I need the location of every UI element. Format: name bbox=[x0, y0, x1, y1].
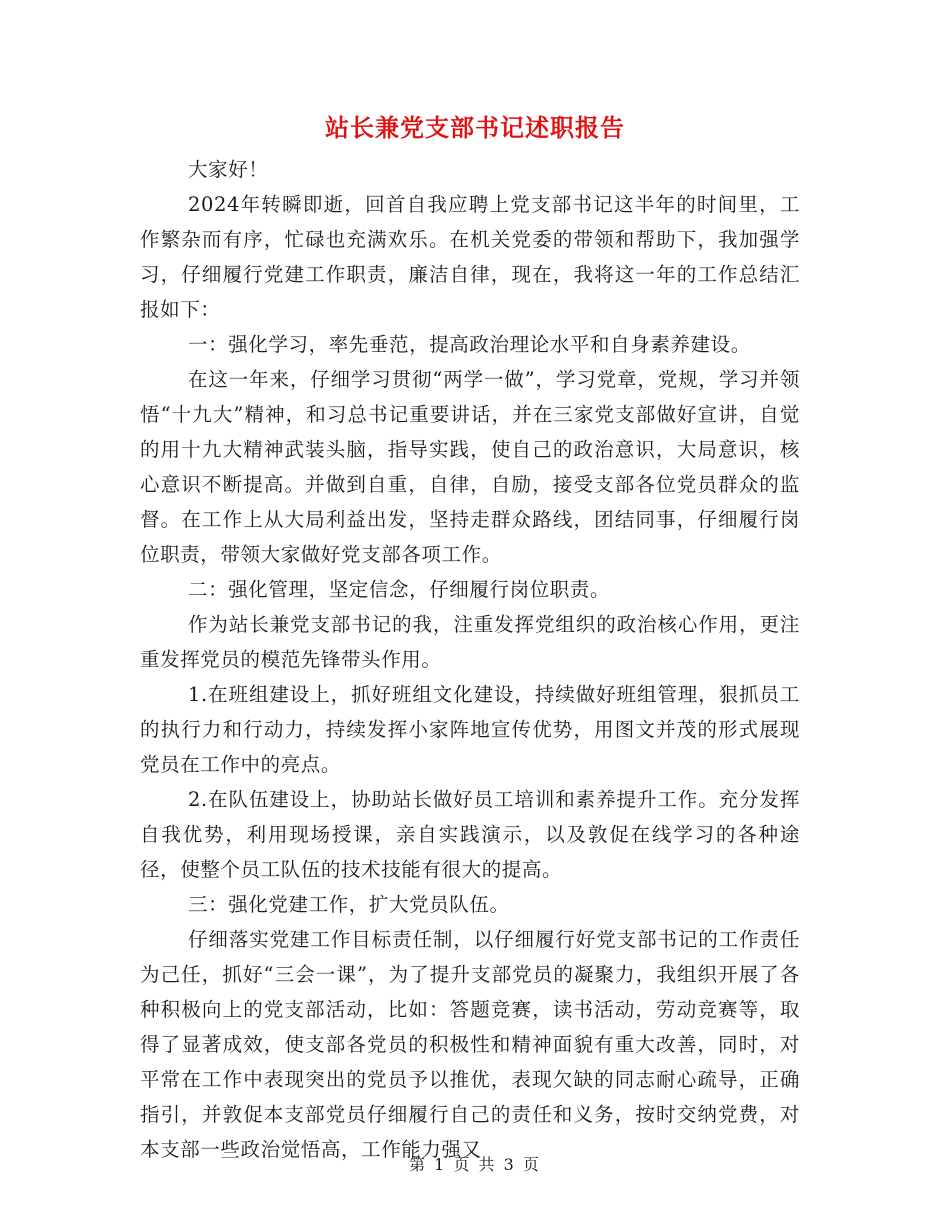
paragraph-staff-building: 2.在队伍建设上，协助站长做好员工培训和素养提升工作。充分发挥自我优势，利用现场授课，亲自实践演示，以及敦促在线学习的各种途径，使整个员工队伍的技术技能有很大的提高。 bbox=[140, 788, 800, 881]
paragraph-greeting: 大家好！ bbox=[188, 158, 269, 181]
paragraph-team-building: 1.在班组建设上，抓好班组文化建设，持续做好班组管理，狠抓员工的执行力和行动力，持续发挥小家阵地宣传优势，用图文并茂的形式展现党员在工作中的亮点。 bbox=[140, 683, 800, 776]
section-heading-1: 一：强化学习，率先垂范，提高政治理论水平和自身素养建设。 bbox=[188, 333, 751, 356]
document-body bbox=[140, 152, 800, 1167]
paragraph-intro: 2024年转瞬即逝，回首自我应聘上党支部书记这半年的时间里，工作繁杂而有序，忙碌也充满欢乐。在机关党委的带领和帮助下，我加强学习，仔细履行党建工作职责，廉洁自律，现在，我将这一年的工作总结汇报如下： bbox=[140, 193, 800, 321]
paragraph-party-building: 仔细落实党建工作目标责任制，以仔细履行好党支部书记的工作责任为己任，抓好“三会一课”，为了提升支部党员的凝聚力，我组织开展了各种积极向上的党支部活动，比如：答题竞赛，读书活动，劳动竞赛等，取得了显著成效，使支部各党员的积极性和精神面貌有重大改善，同时，对平常在工作中表现突出的党员予以推优，表现欠缺的同志耐心疏导，正确指引，并敦促本支部党员仔细履行自己的责任和义务，按时交纳党费，对本支部一些政治觉悟高，工作能力强又 bbox=[140, 928, 800, 1161]
section-heading-3: 三：强化党建工作，扩大党员队伍。 bbox=[188, 893, 510, 916]
section-heading-2: 二：强化管理，坚定信念，仔细履行岗位职责。 bbox=[188, 578, 611, 601]
page-indicator: 第 1 页 共 3 页 bbox=[409, 1155, 541, 1174]
document-title: 站长兼党支部书记述职报告 bbox=[325, 113, 625, 142]
paragraph-management: 作为站长兼党支部书记的我，注重发挥党组织的政治核心作用，更注重发挥党员的模范先锋带头作用。 bbox=[140, 613, 800, 671]
paragraph-study: 在这一年来，仔细学习贯彻“两学一做”，学习党章，党规，学习并领悟“十九大”精神，和习总书记重要讲话，并在三家党支部做好宣讲，自觉的用十九大精神武装头脑，指导实践，使自己的政治意识，大局意识，核心意识不断提高。并做到自重，自律，自励，接受支部各位党员群众的监督。在工作上从大局利益出发，坚持走群众路线，团结同事，仔细履行岗位职责，带领大家做好党支部各项工作。 bbox=[140, 368, 800, 566]
